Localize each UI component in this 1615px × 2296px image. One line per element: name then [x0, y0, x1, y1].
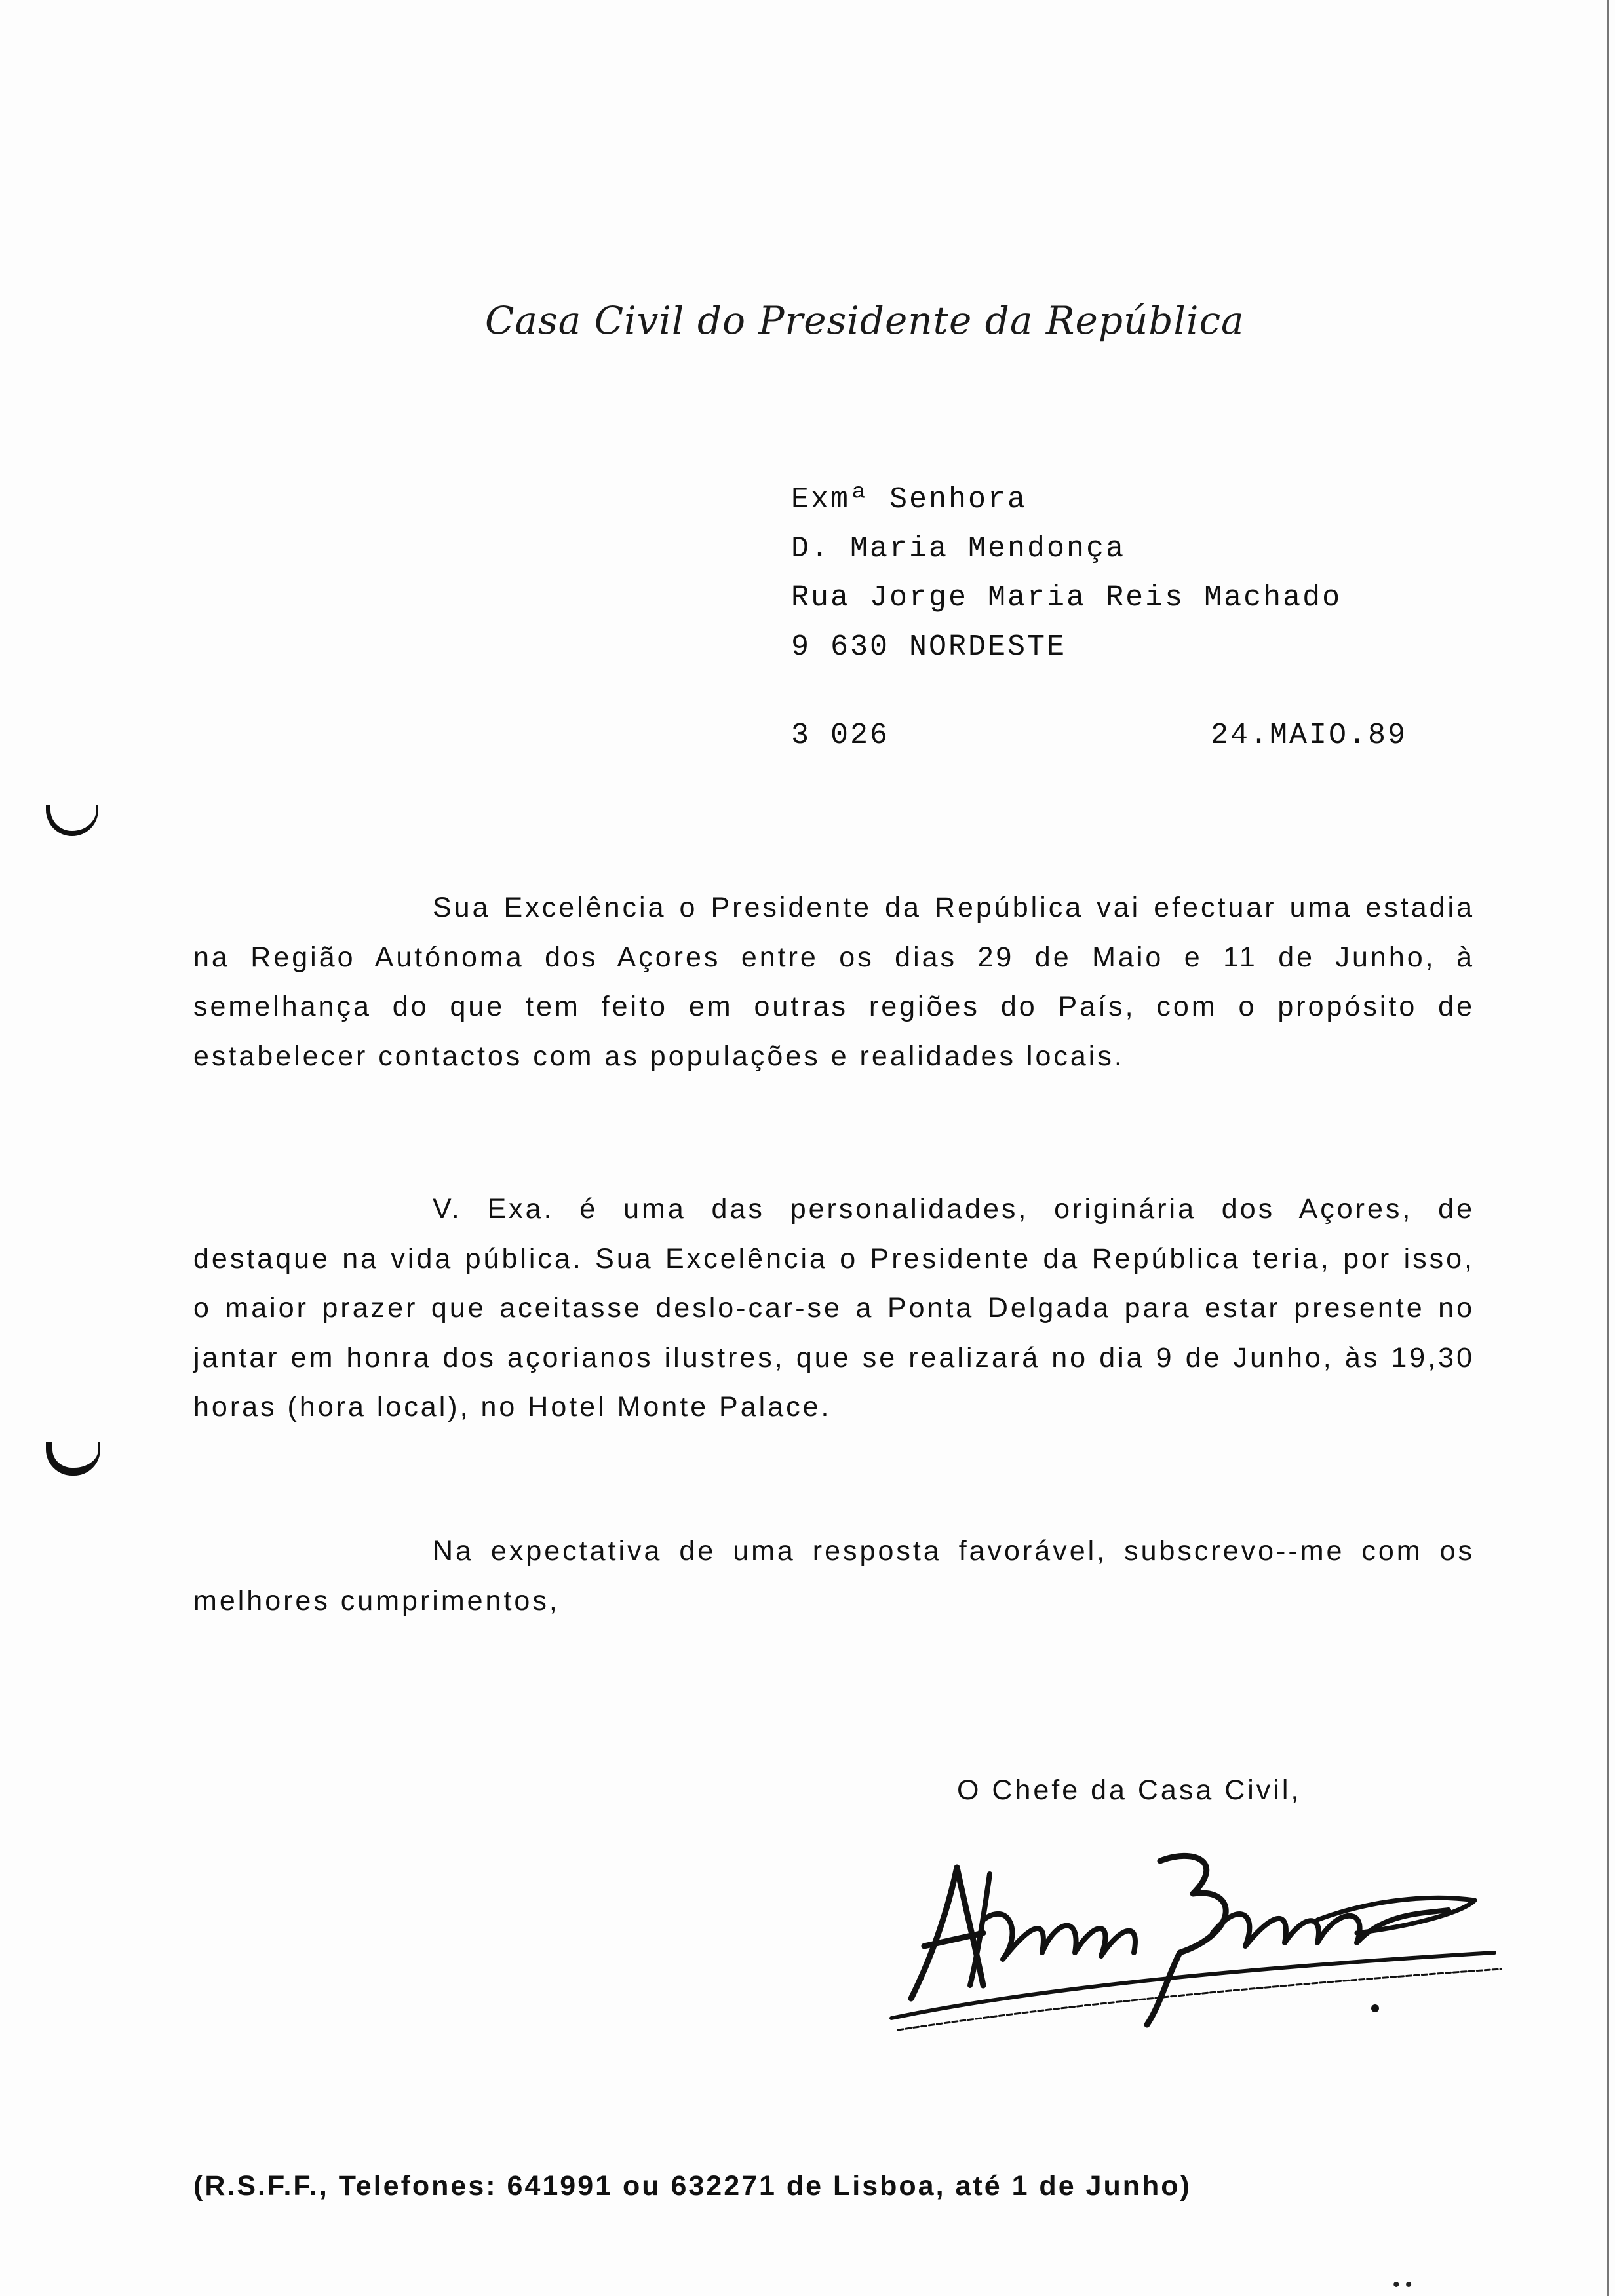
- signature-stroke: [1147, 1856, 1226, 2025]
- punch-hole-mark: [46, 1442, 100, 1476]
- punch-hole-mark: [46, 805, 98, 836]
- letter-date: 24.MAIO.89: [1210, 719, 1407, 752]
- signature-dot: [1371, 2004, 1379, 2012]
- body-paragraph-2: V. Exa. é uma das personalidades, originária dos Açores, de destaque na vida pública. Sua Excelência o Presidente da República teria, por isso, o maior prazer que aceitasse deslo-car-se a Ponta Delgada para estar presente no jantar em honra dos açorianos ilustres, que se realizará no dia 9 de Junho, às 19,30 horas (hora local), no Hotel Monte Palace.: [193, 1193, 1475, 1423]
- body-paragraph-3: Na expectativa de uma resposta favorável, subscrevo--me com os melhores cumprimentos,: [193, 1535, 1475, 1617]
- reference-number: 3 026: [791, 719, 890, 752]
- reference-line: [791, 719, 1407, 752]
- recipient-street: Rua Jorge Maria Reis Machado: [791, 581, 1342, 615]
- body-paragraph-1: Sua Excelência o Presidente da República vai efectuar uma estadia na Região Autónoma dos Açores entre os dias 29 de Maio e 11 de Junho, à semelhança do que tem feito em outras regiões do País, com o propósito de estabelecer contactos com as populações e realidades locais.: [193, 892, 1475, 1072]
- signature-stroke: [970, 1874, 1135, 1985]
- stray-marks: • •: [1393, 2274, 1412, 2295]
- recipient-name: D. Maria Mendonça: [791, 532, 1126, 565]
- recipient-city: 9 630 NORDESTE: [791, 630, 1067, 664]
- letterhead: Casa Civil do Presidente da República: [485, 298, 1245, 343]
- recipient-address: [791, 475, 1342, 672]
- footer-rsvp-note: (R.S.F.F., Telefones: 641991 ou 632271 de Lisboa, até 1 de Junho): [193, 2170, 1192, 2202]
- closing-title: O Chefe da Casa Civil,: [957, 1774, 1302, 1806]
- recipient-salutation: Exmª Senhora: [791, 483, 1028, 516]
- page-edge-shadow: [1607, 0, 1609, 2296]
- handwritten-signature: [885, 1822, 1508, 2031]
